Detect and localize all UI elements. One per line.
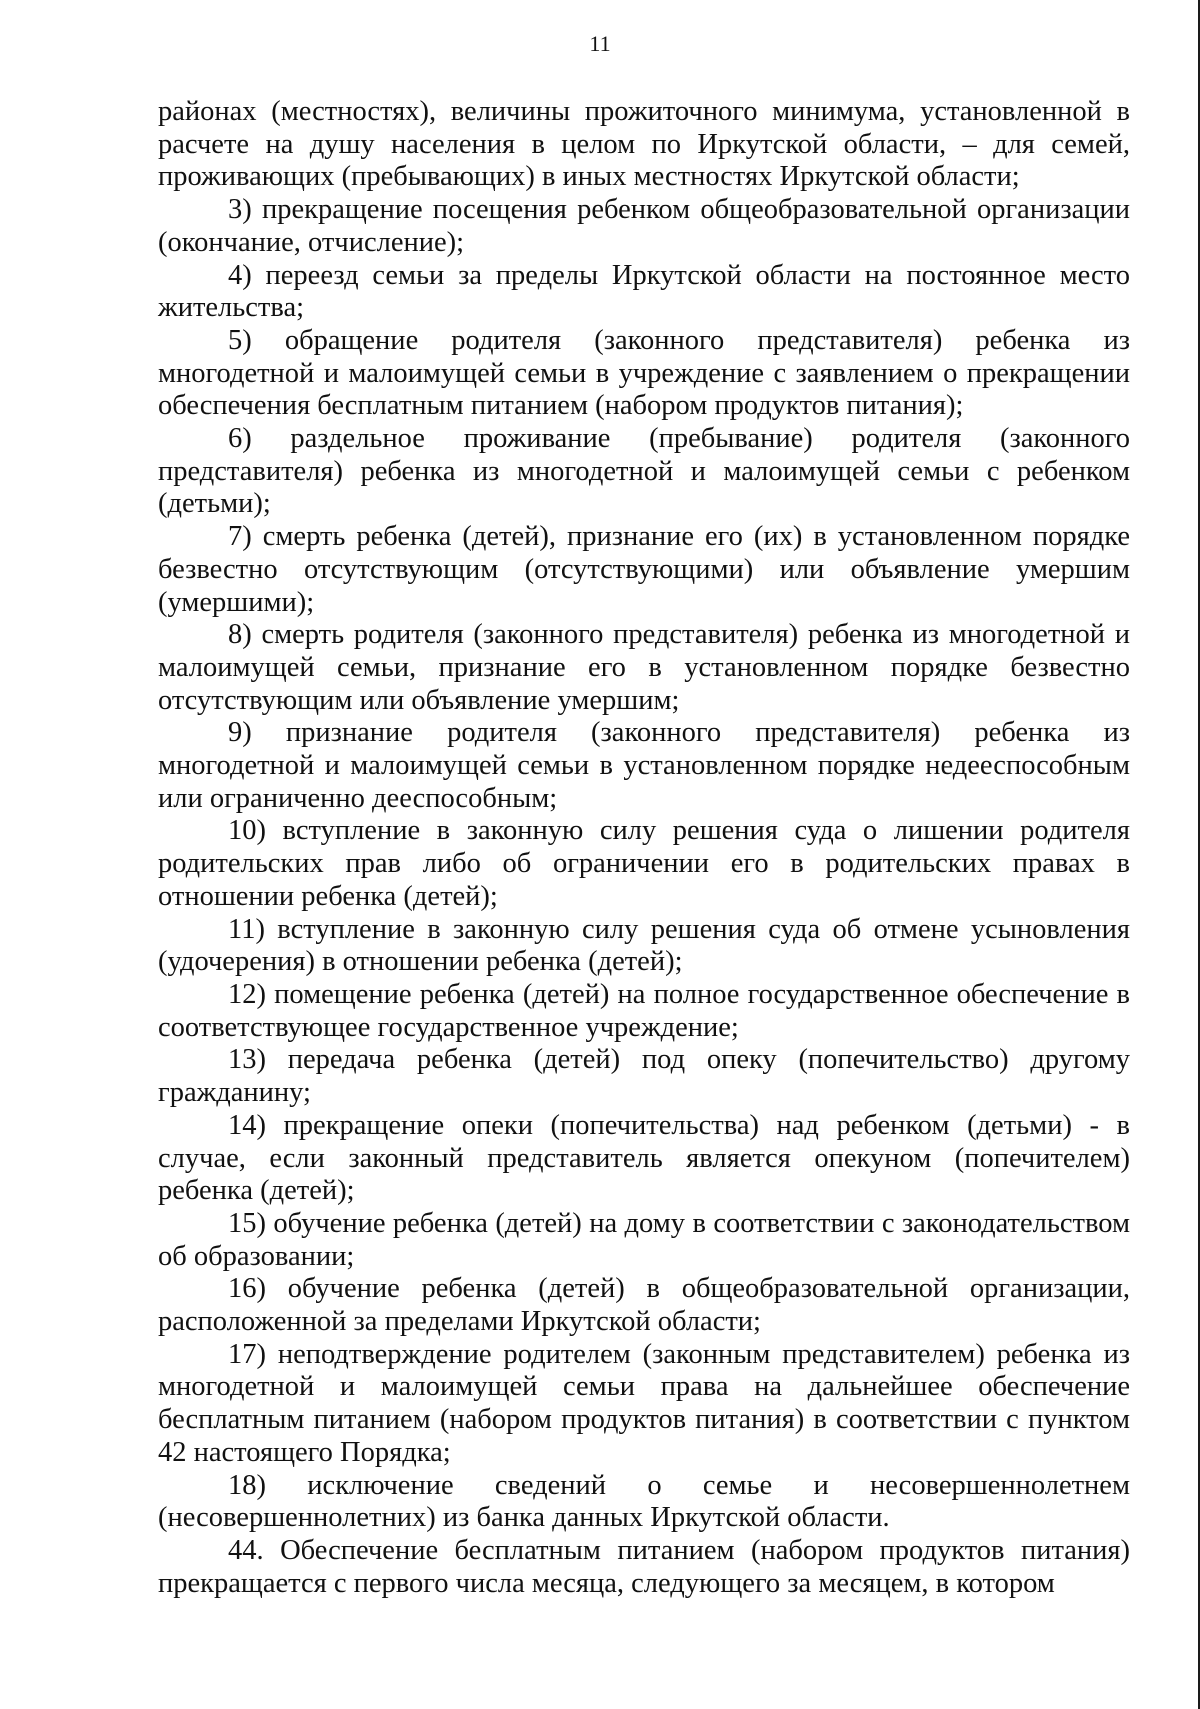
list-item-17: 17) неподтверждение родителем (законным представителем) ребенка из многодетной и малоимущей семьи права на дальнейшее обеспечение бесплатным питанием (набором продуктов питания) в соответствии с пунктом 42 настоящего Порядка; xyxy=(158,1338,1130,1468)
list-item-14: 14) прекращение опеки (попечительства) над ребенком (детьми) - в случае, если законный представитель является опекуном (попечителем) ребенка (детей); xyxy=(158,1109,1130,1207)
list-item-15: 15) обучение ребенка (детей) на дому в соответствии с законодательством об образовании; xyxy=(158,1207,1130,1272)
list-item-12: 12) помещение ребенка (детей) на полное государственное обеспечение в соответствующее государственное учреждение; xyxy=(158,978,1130,1043)
list-item-11: 11) вступление в законную силу решения суда об отмене усыновления (удочерения) в отношении ребенка (детей); xyxy=(158,913,1130,978)
document-body xyxy=(158,96,1130,1600)
list-item-13: 13) передача ребенка (детей) под опеку (попечительство) другому гражданину; xyxy=(158,1044,1130,1109)
list-item-4: 4) переезд семьи за пределы Иркутской области на постоянное место жительства; xyxy=(158,259,1130,324)
list-item-18: 18) исключение сведений о семье и несовершеннолетнем (несовершеннолетних) из банка данных Иркутской области. xyxy=(158,1469,1130,1534)
section-44-paragraph: 44. Обеспечение бесплатным питанием (набором продуктов питания) прекращается с первого числа месяца, следующего за месяцем, в котором xyxy=(158,1534,1130,1599)
page-number: 11 xyxy=(589,31,611,56)
list-item-3: 3) прекращение посещения ребенком общеобразовательной организации (окончание, отчисление); xyxy=(158,194,1130,258)
list-item-10: 10) вступление в законную силу решения суда о лишении родителя родительских прав либо об ограничении его в родительских правах в отношении ребенка (детей); xyxy=(158,815,1130,912)
list-item-7: 7) смерть ребенка (детей), признание его (их) в установленном порядке безвестно отсутствующим (отсутствующими) или объявление умершим (умершими); xyxy=(158,521,1130,618)
list-item-8: 8) смерть родителя (законного представителя) ребенка из многодетной и малоимущей семьи, признание его в установленном порядке безвестно отсутствующим или объявление умершим; xyxy=(158,619,1130,716)
paragraph-continuation: районах (местностях), величины прожиточного минимума, установленной в расчете на душу населения в целом по Иркутской области, – для семей, проживающих (пребывающих) в иных местностях Иркутской области; xyxy=(158,96,1130,193)
list-item-16: 16) обучение ребенка (детей) в общеобразовательной организации, расположенной за пределами Иркутской области; xyxy=(158,1273,1130,1338)
list-item-9: 9) признание родителя (законного представителя) ребенка из многодетной и малоимущей семьи в установленном порядке недееспособным или ограниченно дееспособным; xyxy=(158,717,1130,814)
list-item-5: 5) обращение родителя (законного представителя) ребенка из многодетной и малоимущей семьи в учреждение с заявлением о прекращении обеспечения бесплатным питанием (набором продуктов питания); xyxy=(158,324,1130,422)
list-item-6: 6) раздельное проживание (пребывание) родителя (законного представителя) ребенка из многодетной и малоимущей семьи с ребенком (детьми); xyxy=(158,423,1130,520)
